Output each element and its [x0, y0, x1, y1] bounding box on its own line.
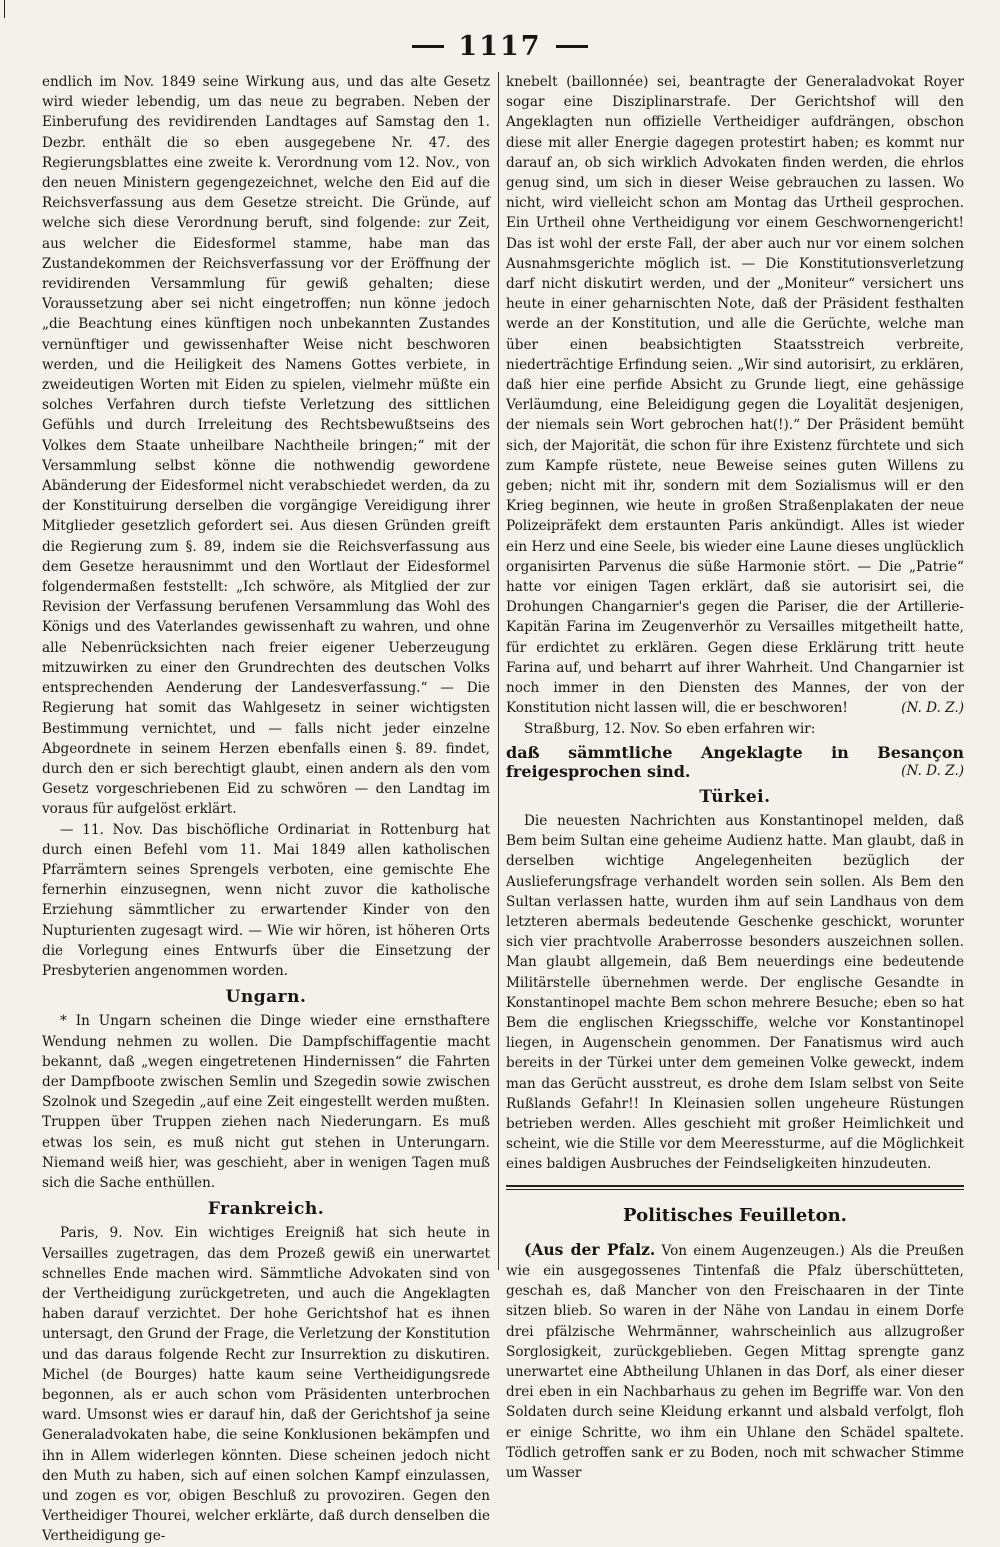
article-paris-continued-text: knebelt (baillonnée) sei, beantragte der Generaladvokat Royer sogar eine Disziplinarstrafe. Der Gerichtshof will den Angeklagten nun offizielle Vertheidiger aufdrängen, obschon diese mit aller Energie dagegen protestirt haben; es kommt nur darauf an, ob sich wirklich Advokaten finden werden, die ehrlos genug sind, um sich in dieser Weise gebrauchen zu lassen. Wo nicht, wird vielleicht schon am Montag das Urtheil gesprochen. Ein Urtheil ohne Vertheidigung vor einem Geschwornengericht! Das ist wohl der erste Fall, der aber auch nur vor einem solchen Ausnahmsgerichte möglich ist. — Die Konstitutionsverletzung darf nicht diskutirt werden, und der „Moniteur“ versichert uns heute in einer geharnischten Note, daß der Präsident festhalten werde an der Konstitution, und alle die Gerüchte, welche man über einen beabsichtigten Staatsstreich verbreite, niederträchtige Erfindung seien. „Wir sind autorisirt, zu erklären, daß hier eine perfide Absicht zu Grunde liegt, eine gehässige Verläumdung, eine Beleidigung gegen die Loyalität desjenigen, der niemals sein Wort gebrochen hat(!).“ Der Präsident bemüht sich, der Majorität, die schon für ihre Existenz fürchtete und sich zum Kampfe rüstete, neue Beweise seines guten Willens zu geben; nicht mit ihr, sondern mit dem Sozialismus will er den Krieg beginnen, wie heute in großen Straßenplakaten der neue Polizeipräfekt dem erstaunten Paris ankündigt. Alles ist wieder ein Herz und eine Seele, bis wieder eine Laune dieses unglücklich organisirten Parvenus die süße Harmonie stört. — Die „Patrie“ hatte vor einigen Tagen erklärt, daß sie autorisirt sei, die Drohungen Changarnier's gegen die Pariser, die der Artillerie-Kapitän Farina im Zeugenverhör zu Versailles mitgetheilt hatte, für erdichtet zu erklären. Gegen diese Erklärung tritt heute Farina auf, und beharrt auf ihrer Wahrheit. Und Changarnier ist noch immer in den Diensten des Mannes, der von der Konstitution nicht lassen will, die er beschworen!	[506, 74, 964, 717]
article-paris: Paris, 9. Nov. Ein wichtiges Ereigniß hat sich heute in Versailles zugetragen, das dem Prozeß gewiß ein unerwartet schnelles Ende machen wird. Sämmtliche Advokaten sind von der Vertheidigung zurückgetreten, und auch die Angeklagten haben darauf verzichtet. Der hohe Gerichtshof hat es ihnen untersagt, den Grund der Frage, die Verletzung der Konstitution und das daraus folgende Recht zur Insurrektion zu diskutiren. Michel (de Bourges) hatte kaum seine Vertheidigungsrede begonnen, als er auch schon vom Präsidenten unterbrochen ward. Umsonst wies er darauf hin, daß der Gerichtshof ja seine Generaladvokaten habe, die seine Konklusionen bekämpfen und ihn in Allem widerlegen könnten. Diese scheinen jedoch nicht den Muth zu haben, sich auf einen solchen Kampf einzulassen, und zogen es vor, obigen Beschluß zu provoziren. Gegen den Vertheidiger Thourei, welcher erklärte, daß durch denselben die Vertheidigung ge-	[42, 1225, 490, 1545]
section-heading-frankreich: Frankreich.	[207, 1199, 325, 1220]
feuilleton-title: Politisches Feuilleton.	[623, 1204, 847, 1226]
feuilleton-rule-top	[506, 1185, 964, 1187]
article-paris-continued	[506, 72, 964, 719]
source-citation: (N. D. Z.)	[901, 700, 964, 717]
section-heading-ungarn: Ungarn.	[225, 987, 307, 1008]
article-strassburg-headline-text: daß sämmtliche Angeklagte in Besançon freigesprochen sind.	[506, 742, 964, 781]
article-ungarn: * In Ungarn scheinen die Dinge wieder eine ernsthaftere Wendung nehmen zu wollen. Die Dampfschiffagentie macht bekannt, daß „wegen eingetretenen Hindernissen“ die Fahrten der Dampfboote zwischen Semlin und Szegedin sowie zwischen Szolnok und Szegedin „auf eine Zeit eingestellt werden mußten. Truppen über Truppen ziehen nach Niederungarn. Es muß etwas los sein, es muß nicht gut stehen in Unterungarn. Niemand weiß hier, was geschieht, aber in wenigen Tagen muß sich die Sache enthüllen.	[42, 1013, 490, 1191]
article-strassburg-headline	[506, 743, 964, 781]
article-pfalz	[506, 1240, 964, 1483]
section-heading-tuerkei: Türkei.	[699, 786, 771, 807]
article-rottenburg: — 11. Nov. Das bischöfliche Ordinariat in Rottenburg hat durch einen Befehl vom 11. Mai 1849 allen katholischen Pfarrämtern seines Sprengels verboten, eine gemischte Ehe fernerhin einzusegnen, wenn nicht zuvor die katholische Erziehung sämmtlicher zu erwartender Kinder von den Nupturienten zugesagt wird. — Wie wir hören, ist höheren Orts die Vorlegung eines Entwurfs über die Einsetzung der Presbyterien angenommen worden.	[42, 821, 490, 979]
left-column	[42, 72, 490, 1547]
column-divider	[498, 72, 499, 1270]
article-pfalz-lead: (Aus der Pfalz.	[524, 1239, 656, 1259]
header-dash-left	[412, 45, 444, 48]
header-dash-right	[556, 45, 588, 48]
article-tuerkei: Die neuesten Nachrichten aus Konstantinopel melden, daß Bem beim Sultan eine geheime Audienz hatte. Man glaubt, daß in derselben wichtige Angelegenheiten bezüglich der Auslieferungsfrage verhandelt worden sein sollen. Als Bem den Sultan verlassen hatte, wurden ihm auf sein Landhaus von dem letzteren abermals bedeutende Geschenke geschickt, worunter sich vier prachtvolle Araberrosse besonders auszeichnen sollen. Man glaubt allgemein, daß Bem neuerdings eine bedeutende Militärstelle übernehmen werde. Der englische Gesandte in Konstantinopel machte Bem schon mehrere Besuche; eben so hat Bem die englischen Kriegsschiffe, welche vor Konstantinopel liegen, in Augenschein genommen. Der Fanatismus wird auch bereits in der Türkei unter dem gemeinen Volke geweckt, indem man das Gerücht ausstreut, es drohe dem Islam selbst von Seite Rußlands Gefahr!! In Kleinasien sollen ungeheure Rüstungen betrieben werden. Alles geschieht mit großer Heimlichkeit und scheint, wie die Stille vor dem Meeressturme, auf die Möglichkeit eines baldigen Ausbruches der Feindseligkeiten hinzudeuten.	[506, 812, 964, 1173]
article-wuerttemberg-eid: endlich im Nov. 1849 seine Wirkung aus, und das alte Gesetz wird wieder lebendig, um das neue zu begraben. Neben der Einberufung des revidirenden Landtages auf Samstag den 1. Dezbr. enthält die so eben ausgegebene Nr. 47. des Regierungsblattes eine zweite k. Verordnung vom 12. Nov., von den neuen Ministern gegengezeichnet, welche den Eid auf die Reichsverfassung aus dem Gesetze streicht. Die Gründe, auf welche sich diese Verordnung beruft, sind folgende: zur Zeit, aus welcher die Eidesformel stamme, habe man das Zustandekommen der Reichsverfassung vor der Eröffnung der revidirenden Versammlung für gewiß gehalten; diese Voraussetzung aber sei nicht eingetroffen; nun könne jedoch „die Beachtung eines künftigen noch unbekannten Zustandes vernünftiger und gewissenhafter Weise nicht beschworen werden, und die Heiligkeit des Namens Gottes verbiete, in zweideutigen Worten mit Eiden zu spielen, vielmehr müßte ein solches Verfahren durch tiefste Verletzung des sittlichen Gefühls und durch Irreleitung des Rechtsbewußtseins des Volkes dem Staate unheilbare Nachtheile bringen;“ mit der Versammlung selbst könne die nothwendig gewordene Abänderung der Eidesformel nicht verabschiedet werden, da zu der Konstituirung derselben die vorgängige Vereidigung ihrer Mitglieder gesetzlich gefordert sei. Aus diesen Gründen greift die Regierung zum §. 89, indem sie die Reichsverfassung aus dem Gesetze herausnimmt und den Wortlaut der Eidesformel folgendermaßen feststellt: „Ich schwöre, als Mitglied der zur Revision der Verfassung berufenen Versammlung das Wohl des Königs und des Vaterlandes gewissenhaft zu wahren, und ohne alle Nebenrücksichten nach freier eigener Ueberzeugung mitzuwirken zu einer den Grundrechten des deutschen Volks entsprechenden Aenderung der Landesverfassung.“ — Die Regierung hat somit das Wahlgesetz in seiner wichtigsten Bestimmung vernichtet, und — falls nicht jeder einzelne Abgeordnete in seinem Herzen ebenfalls einen §. 89. findet, durch den er sich berechtigt glaubt, einen andern als den vom Gesetz vorgeschriebenen Eid zu schwören — den Landtag im voraus für aufgelöst erklärt.	[42, 74, 490, 818]
right-column	[506, 72, 964, 1483]
page-number: 1117	[458, 30, 542, 62]
article-strassburg-intro: Straßburg, 12. Nov. So eben erfahren wir:	[524, 720, 816, 737]
article-pfalz-text: Von einem Augenzeugen.) Als die Preußen wie ein ausgegossenes Tintenfaß die Pfalz überschütteten, geschah es, daß Mancher von den Freischaaren in der Tinte sitzen blieb. So waren in der Nähe von Landau in einem Dorfe drei pfälzische Wehrmänner, wahrscheinlich aus allzugroßer Sorglosigkeit, zurückgeblieben. Gegen Mittag sprengte ganz unerwartet eine Abtheilung Uhlanen in das Dorf, als einer dieser drei eben in ein Nachbarhaus zu gehen im Begriffe war. Von den Soldaten durch seine Kleidung erkannt und alsbald verfolgt, floh er einige Schritte, wo ihm ein Uhlane den Schädel spaltete. Tödlich getroffen sank er zu Boden, noch mit schwacher Stimme um Wasser	[506, 1242, 964, 1481]
source-citation-2: (N. D. Z.)	[901, 762, 964, 779]
page-header	[0, 26, 1000, 66]
feuilleton-rule-bottom	[506, 1189, 964, 1190]
page-edge-mark	[4, 0, 5, 18]
